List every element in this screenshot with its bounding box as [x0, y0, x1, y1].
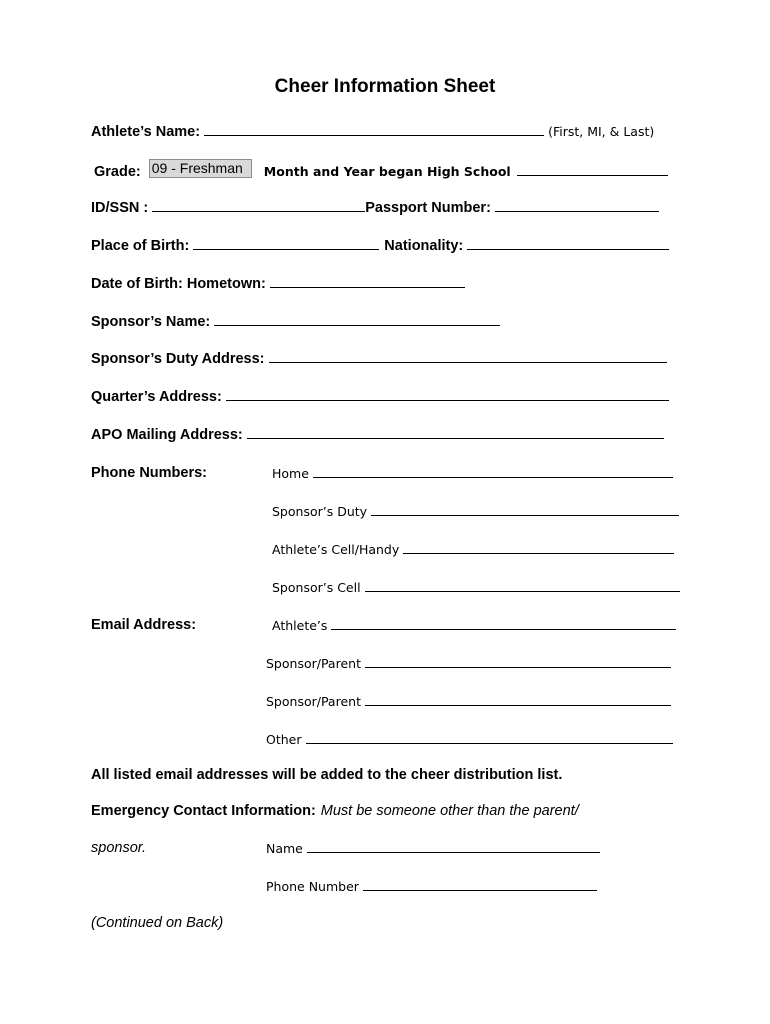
id-passport-row [91, 200, 659, 216]
emergency-heading-row [91, 803, 579, 819]
email-row-sponsor-parent-2 [266, 694, 671, 709]
passport-field[interactable] [495, 200, 659, 212]
grade-select[interactable]: 09 - Freshman [149, 159, 252, 178]
phone-numbers-label-row [91, 465, 207, 481]
email-sponsor-parent-1-field[interactable] [365, 656, 671, 668]
athlete-name-row [91, 124, 654, 140]
birth-nationality-row [91, 238, 669, 254]
phone-sponsor-duty-label: Sponsor’s Duty [272, 504, 368, 519]
distribution-note: All listed email addresses will be added to the cheer distribution list. [91, 767, 563, 783]
quarters-address-row [91, 389, 669, 405]
page-title: Cheer Information Sheet [274, 76, 496, 97]
apo-address-row [91, 427, 664, 443]
nationality-label: Nationality: [384, 238, 464, 254]
nationality-field[interactable] [467, 238, 669, 250]
apo-address-field[interactable] [247, 427, 664, 439]
quarters-address-field[interactable] [226, 389, 669, 401]
email-other-field[interactable] [306, 732, 673, 744]
id-ssn-label: ID/SSN : [91, 200, 149, 216]
email-athlete-field[interactable] [331, 618, 676, 630]
place-of-birth-label: Place of Birth: [91, 238, 190, 254]
phone-home-field[interactable] [313, 466, 673, 478]
phone-row-sponsor-duty [272, 504, 679, 519]
emergency-note-line2: sponsor. [91, 840, 147, 856]
emergency-phone-field[interactable] [363, 879, 597, 891]
email-athlete-label: Athlete’s [272, 618, 328, 633]
emergency-name-label: Name [266, 841, 303, 856]
phone-athlete-cell-field[interactable] [403, 542, 674, 554]
place-of-birth-field[interactable] [193, 238, 379, 250]
phone-numbers-label: Phone Numbers: [91, 465, 208, 481]
dob-hometown-field[interactable] [270, 276, 465, 288]
distribution-note-row [91, 767, 562, 783]
continued-row [91, 915, 223, 931]
emergency-note-line1: Must be someone other than the parent/ [320, 803, 579, 819]
emergency-note-row-2 [91, 840, 146, 856]
apo-address-label: APO Mailing Address: [91, 427, 243, 443]
continued-note: (Continued on Back) [91, 915, 224, 931]
email-sponsor-parent-2-field[interactable] [365, 694, 671, 706]
phone-row-home [272, 466, 673, 481]
sponsor-name-field[interactable] [214, 314, 500, 326]
phone-sponsor-duty-field[interactable] [371, 504, 679, 516]
phone-row-sponsor-cell [272, 580, 680, 595]
sponsor-duty-address-row [91, 351, 667, 367]
athlete-name-hint: (First, MI, & Last) [548, 124, 655, 139]
passport-label: Passport Number: [365, 200, 491, 216]
emergency-phone-row [266, 879, 597, 894]
hs-start-field[interactable] [517, 164, 668, 176]
id-ssn-field[interactable] [152, 200, 365, 212]
hs-start-label: Month and Year began High School [263, 164, 511, 179]
dob-hometown-label: Date of Birth: Hometown: [91, 276, 266, 292]
email-label-row [91, 617, 196, 633]
grade-row [94, 162, 668, 181]
sponsor-duty-address-label: Sponsor’s Duty Address: [91, 351, 265, 367]
email-other-label: Other [266, 732, 302, 747]
sponsor-name-row [91, 314, 500, 330]
emergency-name-field[interactable] [307, 841, 600, 853]
phone-sponsor-cell-label: Sponsor’s Cell [272, 580, 361, 595]
athlete-name-field[interactable] [204, 124, 544, 136]
phone-athlete-cell-label: Athlete’s Cell/Handy [272, 542, 400, 557]
email-row-sponsor-parent-1 [266, 656, 671, 671]
phone-row-athlete-cell [272, 542, 674, 557]
email-row-athlete [272, 618, 676, 633]
email-label: Email Address: [91, 617, 197, 633]
quarters-address-label: Quarter’s Address: [91, 389, 222, 405]
emergency-label: Emergency Contact Information: [91, 803, 316, 819]
sponsor-duty-address-field[interactable] [269, 351, 667, 363]
sponsor-name-label: Sponsor’s Name: [91, 314, 211, 330]
emergency-name-row [266, 841, 600, 856]
athlete-name-label: Athlete’s Name: [91, 124, 201, 140]
email-row-other [266, 732, 673, 747]
grade-label: Grade: [94, 164, 141, 180]
phone-home-label: Home [272, 466, 309, 481]
email-sponsor-parent-2-label: Sponsor/Parent [266, 694, 361, 709]
emergency-phone-label: Phone Number [266, 879, 359, 894]
phone-sponsor-cell-field[interactable] [365, 580, 680, 592]
email-sponsor-parent-1-label: Sponsor/Parent [266, 656, 361, 671]
dob-hometown-row [91, 276, 465, 292]
